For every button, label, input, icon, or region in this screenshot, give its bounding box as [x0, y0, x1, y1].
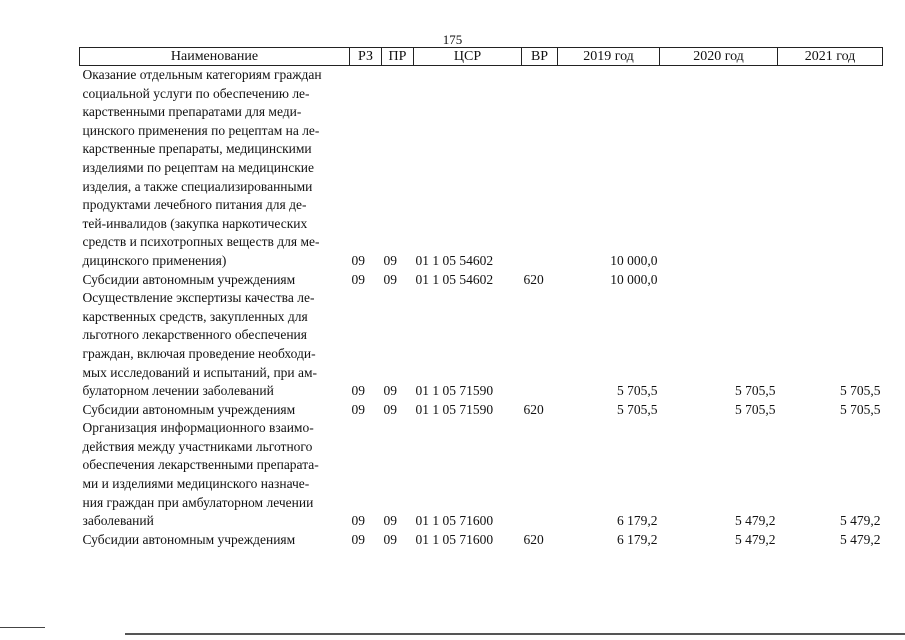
- row-value-2020: 5 479,2: [735, 513, 776, 529]
- row-value-2021: 5 479,2: [840, 513, 881, 529]
- header-rz: РЗ: [350, 48, 382, 66]
- row-name-line: Субсидии автономным учреждениям: [82, 271, 296, 287]
- row-value-2019: 10 000,0: [610, 271, 658, 287]
- header-pr: ПР: [382, 48, 414, 66]
- row-name-line: карственных средств, закупленных для: [82, 308, 308, 324]
- budget-table: [79, 47, 883, 549]
- row-value-2019: 6 179,2: [617, 513, 658, 529]
- row-name: [80, 401, 350, 420]
- scan-line-bottom-left: [0, 627, 45, 628]
- row-value-2021: 5 705,5: [840, 383, 881, 399]
- header-2021: 2021 год: [778, 48, 883, 66]
- row-pr: 09: [383, 531, 397, 547]
- row-csr: 01 1 05 71600: [415, 513, 494, 529]
- row-pr: 09: [383, 271, 397, 287]
- row-name-line: Субсидии автономным учреждениям: [82, 531, 296, 547]
- header-name: Наименование: [80, 48, 350, 66]
- row-pr: 09: [383, 383, 397, 399]
- row-name-line: льготного лекарственного обеспечения: [82, 327, 307, 343]
- row-value-2020: 5 705,5: [735, 383, 776, 399]
- row-name: [80, 531, 350, 550]
- scan-line-bottom: [125, 633, 905, 635]
- row-rz: 09: [351, 513, 365, 529]
- row-value-2020: 5 705,5: [735, 401, 776, 417]
- row-name-line: цинского применения по рецептам на ле-: [82, 122, 320, 138]
- table-row: [80, 419, 883, 531]
- row-value-2019: 5 705,5: [617, 401, 658, 417]
- row-name-line: Субсидии автономным учреждениям: [82, 401, 296, 417]
- row-name-line: карственными препаратами для меди-: [82, 104, 302, 120]
- row-name-line: мых исследований и испытаний, при ам-: [82, 364, 318, 380]
- row-name-line: социальной услуги по обеспечению ле-: [82, 85, 310, 101]
- row-csr: 01 1 05 71590: [415, 383, 494, 399]
- row-name-line: действия между участниками льготного: [82, 438, 313, 454]
- header-2019: 2019 год: [558, 48, 660, 66]
- row-value-2019: 5 705,5: [617, 383, 658, 399]
- table-row: [80, 289, 883, 401]
- row-rz: 09: [351, 531, 365, 547]
- row-name-line: изделия, а также специализированными: [82, 178, 313, 194]
- row-name-line: дицинского применения): [82, 252, 227, 268]
- row-vr: [522, 419, 558, 531]
- row-name-line: продуктами лечебного питания для де-: [82, 197, 307, 213]
- row-name-line: Организация информационного взаимо-: [82, 420, 314, 436]
- row-name-line: тей-инвалидов (закупка наркотических: [82, 215, 308, 231]
- row-value-2020: [660, 271, 778, 290]
- row-rz: 09: [351, 271, 365, 287]
- row-name-line: Оказание отдельным категориям граждан: [82, 67, 322, 82]
- row-vr: [522, 66, 558, 271]
- row-pr: 09: [383, 252, 397, 268]
- row-value-2019: 10 000,0: [610, 252, 658, 268]
- table-row: [80, 271, 883, 290]
- row-name: [80, 419, 350, 531]
- row-name-line: средств и психотропных веществ для ме-: [82, 234, 320, 250]
- row-name-line: заболеваний: [82, 513, 154, 529]
- row-value-2020: [660, 66, 778, 271]
- table-row: [80, 401, 883, 420]
- row-csr: 01 1 05 71590: [415, 401, 494, 417]
- row-value-2021: [778, 271, 883, 290]
- row-vr: [522, 289, 558, 401]
- row-pr: 09: [383, 401, 397, 417]
- row-value-2021: 5 479,2: [840, 531, 881, 547]
- row-rz: 09: [351, 252, 365, 268]
- row-rz: 09: [351, 383, 365, 399]
- table-row: [80, 531, 883, 550]
- row-pr: 09: [383, 513, 397, 529]
- row-vr: 620: [523, 401, 544, 417]
- row-csr: 01 1 05 71600: [415, 531, 494, 547]
- table-body: [80, 66, 883, 550]
- row-name-line: изделиями по рецептам на медицинские: [82, 159, 314, 175]
- row-value-2021: 5 705,5: [840, 401, 881, 417]
- row-csr: 01 1 05 54602: [415, 271, 494, 287]
- row-value-2020: 5 479,2: [735, 531, 776, 547]
- row-vr: 620: [523, 271, 544, 287]
- page-number: 175: [442, 32, 463, 47]
- row-name-line: граждан, включая проведение необходи-: [82, 345, 316, 361]
- row-vr: 620: [523, 531, 544, 547]
- header-2020: 2020 год: [660, 48, 778, 66]
- row-csr: 01 1 05 54602: [415, 252, 494, 268]
- header-csr: ЦСР: [414, 48, 522, 66]
- row-name: [80, 289, 350, 401]
- header-vr: ВР: [522, 48, 558, 66]
- row-value-2019: 6 179,2: [617, 531, 658, 547]
- table-row: [80, 66, 883, 271]
- row-name-line: булаторном лечении заболеваний: [82, 383, 274, 399]
- row-rz: 09: [351, 401, 365, 417]
- row-name-line: обеспечения лекарственными препарата-: [82, 457, 319, 473]
- row-name-line: карственные препараты, медицинскими: [82, 141, 312, 157]
- row-name: [80, 271, 350, 290]
- table-header-row: [80, 48, 883, 66]
- row-name: [80, 66, 350, 271]
- row-name-line: ния граждан при амбулаторном лечении: [82, 494, 314, 510]
- row-name-line: Осуществление экспертизы качества ле-: [82, 290, 315, 306]
- row-value-2021: [778, 66, 883, 271]
- row-name-line: ми и изделиями медицинского назначе-: [82, 476, 310, 492]
